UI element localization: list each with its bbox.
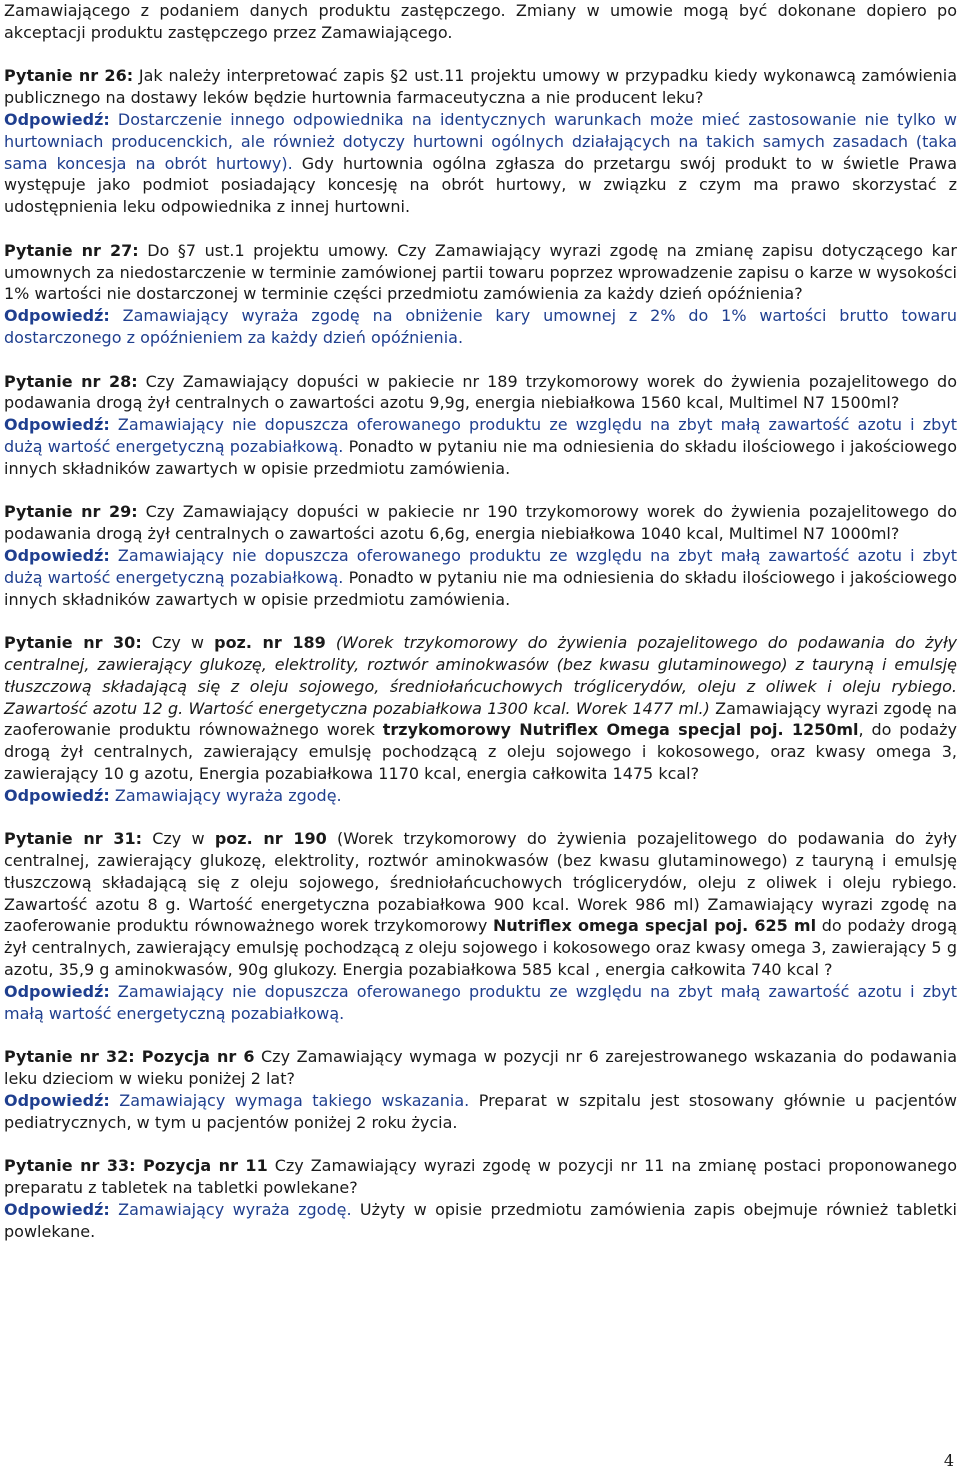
answer-27 (4, 305, 957, 349)
position-description: (Worek trzykomorowy do żywienia pozajelitowego do podawania do żyły centralnej, zawierający glukozę, elektrolity, roztwór aminokwasów (bez kwasu glutaminowego) z tauryną i emulsję tłuszczową składającą się z oleju sojowego, średniołańcuchowych tróglicerydów, oleju z oliwek i oleju rybiego. Zawartość azotu 8 g. Wartość energetyczna pozabiałkowa 900 kcal. Worek 986 ml) (4, 829, 957, 914)
position-ref: poz. nr 189 (214, 633, 326, 653)
question-text-end: , do podaży drogą żył centralnych, zawierający emulsję pochodzącą z oleju sojowego i kokosowego, oraz kwasy omega 3, zawierający 10 g azotu, Energia pozabiałkowa 1170 kcal, energia całkowita 1475 kcal? (4, 720, 957, 783)
question-text: Jak należy interpretować zapis §2 ust.11 projektu umowy w przypadku kiedy wykonawcą zamówienia publicznego na dostawy leków będzie hurtownia farmaceutyczna a nie producent leku? (4, 66, 958, 108)
answer-text-extra: Gdy hurtownia ogólna zgłasza do przetargu swój produkt to w świetle Prawa występuje jako podmiot posiadający koncesję na obrót hurtowy, w związku z czym ma prawo skorzystać z udostępnienia leku odpowiednika z innej hurtowni. (4, 153, 957, 217)
answer-text: Zamawiający wyraża zgodę. (109, 785, 342, 805)
question-pre: Czy w (142, 829, 215, 849)
answer-label: Odpowiedź: (4, 415, 110, 435)
question-28 (4, 371, 957, 415)
answer-30 (4, 785, 957, 807)
question-label: Pytanie nr 27: (4, 240, 139, 260)
document-body (4, 0, 957, 1242)
question-text: Czy Zamawiający wymaga w pozycji nr 6 zarejestrowanego wskazania do podawania leku dzieciom w wieku poniżej 2 lat? (4, 1047, 958, 1089)
answer-label: Odpowiedź: (4, 981, 110, 1001)
question-27 (4, 240, 957, 305)
answer-text: Zamawiający wymaga takiego wskazania. (109, 1090, 470, 1110)
question-label: Pytanie nr 26: (4, 66, 134, 86)
position-ref: Pozycja nr 6 (134, 1047, 255, 1067)
answer-text: Zamawiający nie dopuszcza oferowanego produktu ze względu na zbyt małą zawartość azotu i zbyt małą wartość energetyczną pozabiałkową. (4, 981, 957, 1023)
answer-text: Dostarczenie innego odpowiednika na identycznych warunkach może mieć zastosowanie nie tylko w hurtowniach producenckich, ale również dotyczy hurtowni ogólnych działających na takich samych zasadach (taka sama koncesja na obrót hurtowy). (4, 109, 957, 173)
question-label: Pytanie nr 33: (4, 1156, 136, 1176)
question-30 (4, 632, 957, 785)
answer-text-extra: Ponadto w pytaniu nie ma odniesienia do składu ilościowego i jakościowego innych składników zawartych w opisie przedmiotu zamówienia. (4, 436, 957, 478)
answer-text: Zamawiający nie dopuszcza oferowanego produktu ze względu na zbyt małą zawartość azotu i zbyt dużą wartość energetyczną pozabiałkową. (4, 415, 957, 456)
question-text: Czy Zamawiający dopuści w pakiecie nr 189 trzykomorowy worek do żywienia pozajelitowego do podawania drogą żył centralnych o zawartości azotu 9,9g, energia niebiałkowa 1560 kcal, Multimel N7 1500ml? (4, 371, 957, 413)
position-ref: Pozycja nr 11 (135, 1156, 268, 1176)
question-text-end: do podaży drogą żył centralnych, zawierający emulsję pochodzącą z oleju sojowego i kokosowego oraz kwasy omega 3, zawierający 5 g azotu, 35,9 g aminokwasów, 90g glukozy. Energia pozabiałkowa 585 kcal , energia całkowita 740 kcal ? (4, 916, 958, 980)
answer-text-extra: Użyty w opisie przedmiotu zamówienia zapis obejmuje również tabletki powlekane. (4, 1199, 957, 1241)
product-name: Nutriflex omega specjal poj. 625 ml (493, 916, 817, 936)
intro-paragraph (4, 0, 957, 44)
question-32 (4, 1046, 957, 1090)
question-label: Pytanie nr 32: (4, 1047, 135, 1067)
question-26 (4, 65, 957, 109)
answer-label: Odpowiedź: (4, 306, 110, 326)
question-text: Zamawiający wyrazi zgodę na zaoferowanie produktu równoważnego worek trzykomorowy (4, 894, 958, 936)
question-ref: Do §7 ust.1 projektu umowy. (138, 240, 389, 260)
question-pre: Czy w (141, 633, 215, 653)
answer-text: Zamawiający wyraża zgodę. (109, 1199, 352, 1219)
question-label: Pytanie nr 29: (4, 502, 138, 522)
question-text: Czy Zamawiający dopuści w pakiecie nr 190 trzykomorowy worek do żywienia pozajelitowego do podawania drogą żył centralnych o zawartości azotu 6,6g, energia niebiałkowa 1040 kcal, Multimel N7 1000ml? (4, 502, 957, 544)
question-text: Czy Zamawiający wyrazi zgodę na zmianę zapisu dotyczącego kar umownych za niedostarczenie w terminie zamówionej partii towaru poprzez wprowadzenie zapisu o karze w wysokości 1% wartości nie dostarczonej w terminie części przedmiotu zamówienia za każdy dzień opóźnienia? (4, 240, 957, 304)
answer-31 (4, 981, 957, 1025)
answer-text-extra: Ponadto w pytaniu nie ma odniesienia do składu ilościowego i jakościowego innych składników zawartych w opisie przedmiotu zamówienia. (4, 567, 957, 609)
answer-text: Zamawiający wyraża zgodę na obniżenie kary umownej z 2% do 1% wartości brutto towaru dostarczonego z opóźnieniem za każdy dzień opóźnienia. (4, 306, 957, 347)
question-label: Pytanie nr 28: (4, 371, 138, 391)
answer-32 (4, 1090, 957, 1134)
answer-26 (4, 109, 957, 218)
answer-label: Odpowiedź: (4, 1090, 110, 1110)
question-29 (4, 501, 957, 545)
question-31 (4, 828, 957, 981)
intro-text: Zamawiającego z podaniem danych produktu zastępczego. Zmiany w umowie mogą być dokonane dopiero po akceptacji produktu zastępczego przez Zamawiającego. (4, 1, 957, 42)
answer-33 (4, 1199, 957, 1243)
answer-text-extra: Preparat w szpitalu jest stosowany głównie u pacjentów pediatrycznych, w tym u pacjentów poniżej 2 roku życia. (4, 1090, 957, 1132)
answer-label: Odpowiedź: (4, 109, 110, 129)
question-label: Pytanie nr 30: (4, 633, 142, 653)
answer-label: Odpowiedź: (4, 1199, 110, 1219)
position-description: (Worek trzykomorowy do żywienia pozajelitowego do podawania do żyły centralnej, zawierający glukozę, elektrolity, roztwór aminokwasów (bez kwasu glutaminowego) z tauryną i emulsję tłuszczową składającą się z oleju sojowego, średniołańcuchowych tróglicerydów, oleju z oliwek i oleju rybiego. Zawartość azotu 12 g. Wartość energetyczna pozabiałkowa 1300 kcal. Worek 1477 ml.) (4, 633, 957, 718)
product-name: trzykomorowy Nutriflex Omega specjal poj. 1250ml (382, 720, 859, 740)
question-33 (4, 1155, 957, 1199)
question-text: Zamawiający wyrazi zgodę na zaoferowanie produktu równoważnego worek (4, 698, 958, 740)
answer-28 (4, 414, 957, 479)
answer-29 (4, 545, 957, 610)
page-number: 4 (943, 1451, 954, 1470)
question-label: Pytanie nr 31: (4, 829, 142, 849)
position-ref: poz. nr 190 (214, 829, 327, 849)
question-text: Czy Zamawiający wyrazi zgodę w pozycji nr 11 na zmianę postaci proponowanego preparatu z tabletek na tabletki powlekane? (4, 1156, 958, 1198)
answer-label: Odpowiedź: (4, 785, 110, 805)
answer-text: Zamawiający nie dopuszcza oferowanego produktu ze względu na zbyt małą zawartość azotu i zbyt dużą wartość energetyczną pozabiałkową. (4, 545, 957, 587)
answer-label: Odpowiedź: (4, 545, 110, 565)
